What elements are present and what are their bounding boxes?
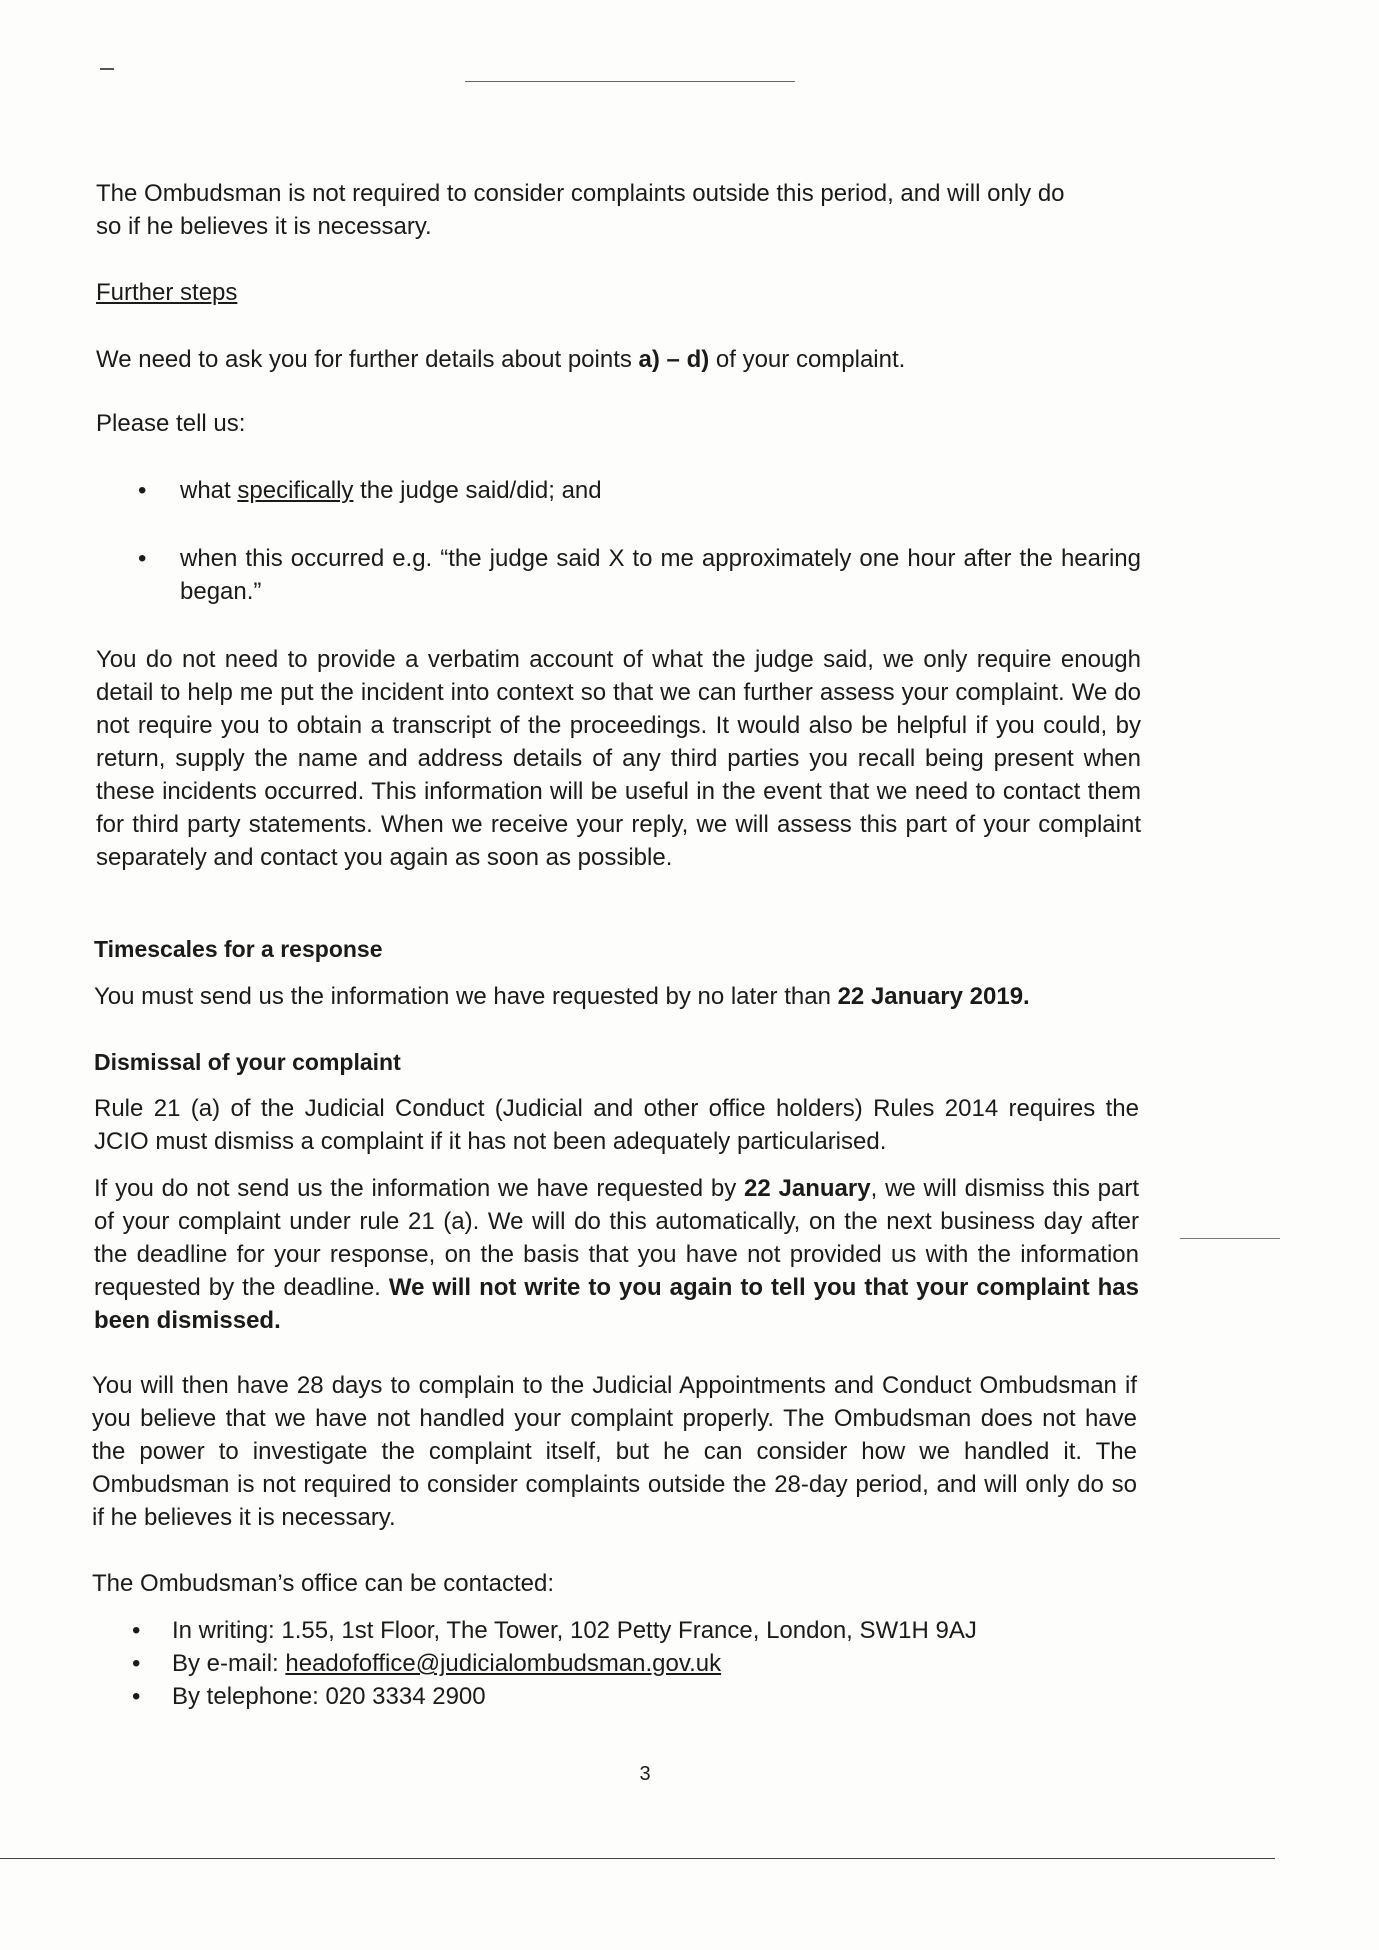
contact-writing-label: In writing: bbox=[172, 1617, 282, 1644]
contact-email-label: By e-mail: bbox=[172, 1650, 286, 1677]
contact-writing-address: 1.55, 1st Floor, The Tower, 102 Petty France, London, SW1H 9AJ bbox=[281, 1617, 977, 1644]
dismissal-heading bbox=[94, 1046, 1139, 1079]
dismiss-date: 22 January bbox=[744, 1175, 871, 1202]
please-tell-paragraph bbox=[96, 407, 1141, 440]
details-request-points: a) – d) bbox=[638, 346, 710, 373]
top-scan-line bbox=[465, 81, 795, 82]
further-steps-heading-text: Further steps bbox=[96, 279, 238, 306]
please-tell-text: Please tell us: bbox=[96, 410, 246, 437]
dismiss-prefix: If you do not send us the information we have requested by bbox=[94, 1175, 745, 1202]
contact-list bbox=[94, 1614, 1139, 1713]
dismiss-middle: , we will dismiss this part of your complaint under rule 21 (a). We will do this automatically, on the next business day after the deadline for your response, on the basis that you have not provided us with the information requested by the deadline. bbox=[94, 1175, 1139, 1301]
bullet-icon: • bbox=[132, 1650, 141, 1677]
bullet2-text: when this occurred e.g. “the judge said X to me approximately one hour after the hearing began.” bbox=[180, 545, 1141, 605]
deadline-paragraph bbox=[94, 980, 1139, 1013]
bullet1-underlined: specifically bbox=[237, 477, 354, 504]
ombudsman-28-text: You will then have 28 days to complain to the Judicial Appointments and Conduct Ombudsman if you believe that we have not handled your complaint properly. The Ombudsman does not have the power to investigate the complaint itself, but he can consider how we handled it. The Ombudsman is not required to consider complaints outside the 28-day period, and will only do so if he believes it is necessary. bbox=[92, 1372, 1137, 1531]
dismiss-bold-warning: We will not write to you again to tell you that your complaint has been dismissed. bbox=[94, 1274, 1139, 1334]
contact-email bbox=[94, 1647, 1139, 1680]
further-steps-heading bbox=[96, 276, 237, 309]
scan-mark-top-left bbox=[100, 68, 114, 70]
rule21-text: Rule 21 (a) of the Judicial Conduct (Judicial and other office holders) Rules 2014 requires the JCIO must dismiss a complaint if it has not been adequately particularised. bbox=[94, 1095, 1139, 1155]
verbatim-paragraph bbox=[96, 643, 1141, 874]
timescales-heading-text: Timescales for a response bbox=[94, 936, 383, 962]
list-item bbox=[96, 542, 1141, 608]
bullet-icon: • bbox=[132, 1683, 141, 1710]
intro-paragraph bbox=[96, 177, 1086, 243]
request-bullet-list bbox=[96, 474, 1141, 608]
details-request-suffix: of your complaint. bbox=[709, 346, 906, 373]
page-number: 3 bbox=[639, 1763, 651, 1785]
deadline-prefix: You must send us the information we have requested by no later than bbox=[94, 983, 838, 1010]
bullet-icon: • bbox=[138, 545, 147, 572]
contact-writing bbox=[94, 1614, 1139, 1647]
contact-email-link[interactable]: headofoffice@judicialombudsman.gov.uk bbox=[285, 1650, 722, 1677]
bullet1-suffix: the judge said/did; and bbox=[353, 477, 602, 504]
contact-phone-number: 020 3334 2900 bbox=[325, 1683, 486, 1710]
intro-text: The Ombudsman is not required to consider complaints outside this period, and will only do so if he believes it is necessary. bbox=[96, 180, 1065, 240]
contact-intro-paragraph bbox=[92, 1567, 1137, 1600]
bullet-icon: • bbox=[138, 477, 147, 504]
dismissal-heading-text: Dismissal of your complaint bbox=[94, 1049, 401, 1075]
details-request-paragraph bbox=[96, 343, 1141, 376]
rule21-paragraph bbox=[94, 1092, 1139, 1158]
deadline-date: 22 January 2019. bbox=[837, 983, 1030, 1010]
bottom-scan-line bbox=[0, 1858, 1275, 1859]
contact-phone-label: By telephone: bbox=[172, 1683, 326, 1710]
list-item bbox=[96, 474, 1141, 507]
bullet-icon: • bbox=[132, 1617, 141, 1644]
bullet1-prefix: what bbox=[180, 477, 238, 504]
verbatim-text: You do not need to provide a verbatim account of what the judge said, we only require enough detail to help me put the incident into context so that we can further assess your complaint. We do not require you to obtain a transcript of the proceedings. It would also be helpful if you could, by return, supply the name and address details of any third parties you recall being present when these incidents occurred. This information will be useful in the event that we need to contact them for third party statements. When we receive your reply, we will assess this part of your complaint separately and contact you again as soon as possible. bbox=[96, 646, 1141, 871]
dismiss-paragraph bbox=[94, 1172, 1139, 1337]
contact-phone bbox=[94, 1680, 1139, 1713]
contact-intro-text: The Ombudsman’s office can be contacted: bbox=[92, 1570, 555, 1597]
timescales-heading bbox=[94, 933, 1139, 966]
details-request-prefix: We need to ask you for further details about points bbox=[96, 346, 639, 373]
ombudsman-28-paragraph bbox=[92, 1369, 1137, 1534]
scan-mark-right bbox=[1180, 1238, 1280, 1239]
